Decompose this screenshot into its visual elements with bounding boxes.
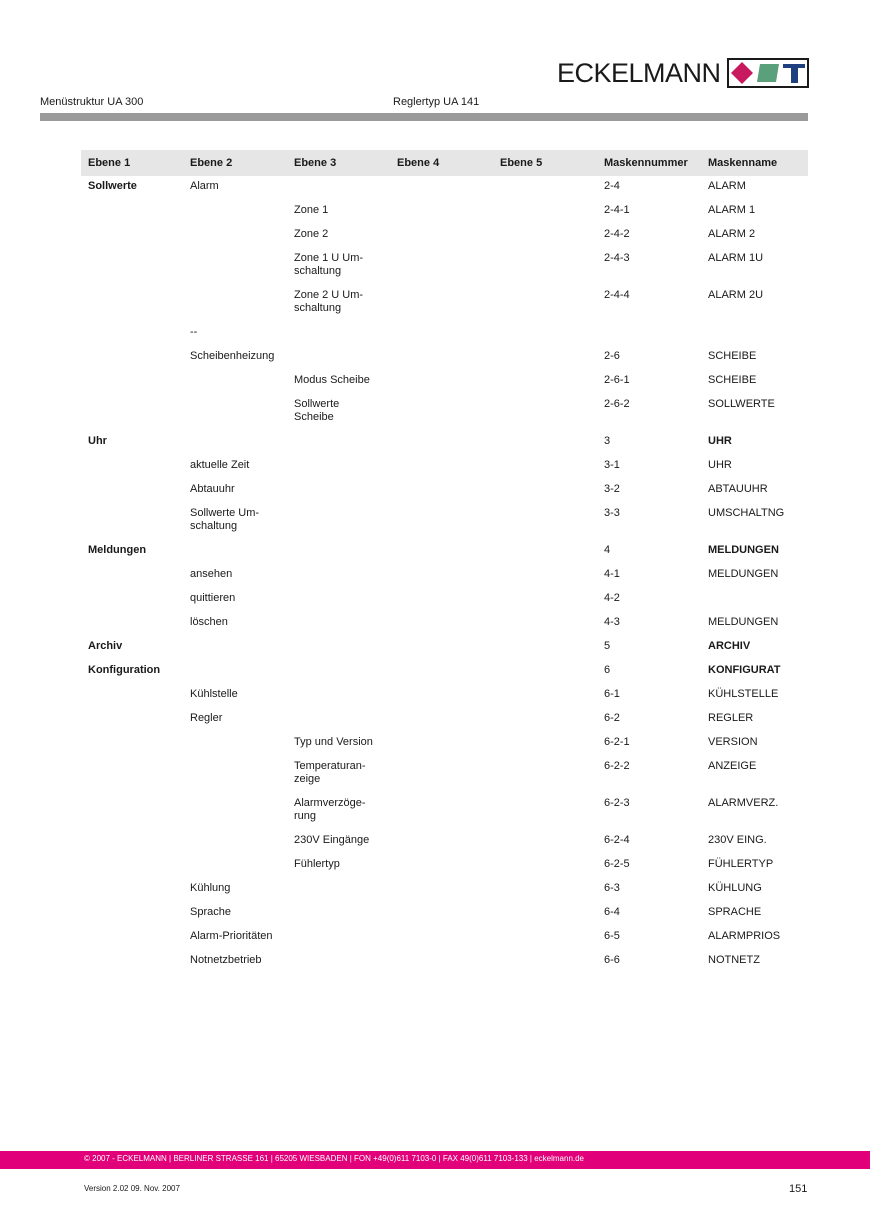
table-cell: FÜHLERTYP: [708, 858, 774, 870]
table-cell: [390, 224, 493, 248]
table-cell: [81, 854, 183, 878]
table-cell: MELDUNGEN: [708, 544, 779, 556]
table-cell: [81, 370, 183, 394]
table-cell: [287, 636, 390, 660]
table-cell: [81, 926, 183, 950]
table-cell: [183, 540, 287, 564]
table-cell: Sollwerte Um-schaltung: [190, 507, 260, 532]
table-cell: [287, 684, 390, 708]
table-cell: [81, 756, 183, 793]
table-row: [81, 660, 808, 684]
column-header: Ebene 1: [81, 150, 183, 176]
table-cell: [493, 394, 597, 431]
table-cell: [493, 285, 597, 322]
table-cell: [390, 950, 493, 974]
table-cell: Zone 2: [294, 228, 329, 240]
table-cell: [183, 224, 287, 248]
table-cell: Temperaturan-zeige: [294, 760, 366, 785]
table-cell: Uhr: [88, 435, 107, 447]
table-row: [81, 732, 808, 756]
table-cell: Alarm: [190, 180, 219, 192]
table-cell: [493, 612, 597, 636]
footer-contact: © 2007 - ECKELMANN | BERLINER STRASSE 161 | 65205 WIESBADEN | FON +49(0)611 7103-0 | FAX 49(0)611 7103-133 | eckelmann.de: [84, 1154, 585, 1163]
table-cell: [390, 540, 493, 564]
table-cell: 2-4-2: [604, 228, 630, 240]
table-cell: 2-6: [604, 350, 620, 362]
table-cell: Fühlertyp: [294, 858, 340, 870]
table-cell: [81, 793, 183, 830]
table-cell: ansehen: [190, 568, 233, 580]
table-cell: [493, 684, 597, 708]
column-header: Maskennummer: [597, 150, 701, 176]
table-cell: ALARM: [708, 180, 746, 192]
table-cell: Kühlstelle: [190, 688, 238, 700]
table-cell: [81, 346, 183, 370]
table-cell: [390, 660, 493, 684]
column-header: Maskenname: [701, 150, 808, 176]
table-cell: 3-2: [604, 483, 620, 495]
table-cell: 6-2-4: [604, 834, 630, 846]
table-cell: Alarmverzöge-rung: [294, 797, 366, 822]
table-cell: 6-2-3: [604, 797, 630, 809]
table-cell: [390, 455, 493, 479]
table-cell: [597, 322, 701, 346]
table-cell: [183, 732, 287, 756]
table-cell: [81, 224, 183, 248]
table-cell: 4: [604, 544, 611, 556]
table-cell: [390, 176, 493, 200]
table-cell: [493, 793, 597, 830]
table-cell: 2-6-2: [604, 398, 630, 410]
table-cell: Alarm-Prioritäten: [190, 930, 273, 942]
table-cell: 2-4-3: [604, 252, 630, 264]
table-cell: [493, 176, 597, 200]
table-row: [81, 479, 808, 503]
table-cell: [390, 878, 493, 902]
table-cell: KÜHLUNG: [708, 882, 762, 894]
table-cell: [493, 926, 597, 950]
table-cell: [390, 612, 493, 636]
table-cell: --: [190, 326, 198, 338]
table-cell: [390, 285, 493, 322]
table-row: [81, 285, 808, 322]
table-cell: Scheibenheizung: [190, 350, 275, 362]
table-cell: [390, 503, 493, 540]
table-cell: [81, 503, 183, 540]
table-cell: [287, 926, 390, 950]
table-cell: [287, 346, 390, 370]
table-row: [81, 926, 808, 950]
table-cell: [183, 370, 287, 394]
table-row: [81, 322, 808, 346]
table-cell: [390, 708, 493, 732]
table-cell: [493, 431, 597, 455]
table-cell: [390, 902, 493, 926]
table-cell: 4-2: [604, 592, 620, 604]
column-header: Ebene 4: [390, 150, 493, 176]
table-cell: [287, 479, 390, 503]
table-cell: [287, 708, 390, 732]
table-cell: [287, 588, 390, 612]
table-cell: [493, 830, 597, 854]
table-cell: [81, 902, 183, 926]
table-cell: 6-3: [604, 882, 620, 894]
table-row: [81, 902, 808, 926]
table-cell: Zone 2 U Um-schaltung: [294, 289, 364, 314]
page-number: 151: [789, 1183, 808, 1195]
table-cell: Typ und Version: [294, 736, 373, 748]
footer-bar: [0, 1151, 870, 1169]
table-cell: [81, 588, 183, 612]
table-cell: [81, 564, 183, 588]
table-row: [81, 756, 808, 793]
table-cell: 6-5: [604, 930, 620, 942]
table-cell: [493, 588, 597, 612]
table-cell: quittieren: [190, 592, 236, 604]
table-cell: ALARMPRIOS: [708, 930, 781, 942]
table-cell: Sollwerte Scheibe: [294, 398, 340, 423]
table-cell: 6-2-5: [604, 858, 630, 870]
table-row: [81, 394, 808, 431]
table-cell: [390, 732, 493, 756]
table-cell: [493, 902, 597, 926]
table-cell: [287, 540, 390, 564]
table-cell: ALARM 1U: [708, 252, 764, 264]
table-cell: UHR: [708, 435, 732, 447]
table-row: [81, 950, 808, 974]
table-header-row: [81, 150, 808, 176]
table-cell: [81, 248, 183, 285]
table-row: [81, 708, 808, 732]
table-cell: REGLER: [708, 712, 754, 724]
table-cell: 6-6: [604, 954, 620, 966]
table-cell: [493, 503, 597, 540]
table-cell: Abtauuhr: [190, 483, 235, 495]
table-row: [81, 878, 808, 902]
header-divider: [40, 113, 808, 121]
table-cell: [183, 660, 287, 684]
table-cell: MELDUNGEN: [708, 616, 779, 628]
table-cell: [390, 394, 493, 431]
menu-structure-table: [81, 150, 808, 974]
table-cell: 4-3: [604, 616, 620, 628]
table-cell: [493, 479, 597, 503]
table-cell: [390, 564, 493, 588]
table-cell: [183, 200, 287, 224]
table-cell: [390, 322, 493, 346]
table-cell: [287, 503, 390, 540]
table-cell: 2-6-1: [604, 374, 630, 386]
table-row: [81, 854, 808, 878]
table-cell: [701, 322, 808, 346]
table-cell: [287, 322, 390, 346]
table-row: [81, 503, 808, 540]
table-cell: MELDUNGEN: [708, 568, 779, 580]
table-row: [81, 684, 808, 708]
table-cell: 6-2: [604, 712, 620, 724]
table-row: [81, 830, 808, 854]
table-cell: [287, 878, 390, 902]
table-cell: [81, 878, 183, 902]
table-cell: UHR: [708, 459, 732, 471]
table-cell: SPRACHE: [708, 906, 762, 918]
table-cell: [287, 950, 390, 974]
table-cell: [493, 636, 597, 660]
column-header: Ebene 2: [183, 150, 287, 176]
table-row: [81, 636, 808, 660]
table-cell: [81, 200, 183, 224]
table-cell: SOLLWERTE: [708, 398, 775, 410]
table-cell: [493, 346, 597, 370]
column-header: Ebene 3: [287, 150, 390, 176]
table-cell: aktuelle Zeit: [190, 459, 250, 471]
table-cell: [287, 660, 390, 684]
table-cell: ALARM 1: [708, 204, 756, 216]
table-cell: [390, 248, 493, 285]
controller-type: Reglertyp UA 141: [393, 96, 480, 108]
table-row: [81, 224, 808, 248]
table-cell: Meldungen: [88, 544, 147, 556]
table-cell: Sollwerte: [88, 180, 137, 192]
company-logo: [557, 58, 809, 88]
table-row: [81, 540, 808, 564]
table-cell: 6-2-2: [604, 760, 630, 772]
table-cell: löschen: [190, 616, 228, 628]
table-row: [81, 793, 808, 830]
table-cell: 6: [604, 664, 611, 676]
table-cell: 6-4: [604, 906, 620, 918]
table-cell: [183, 793, 287, 830]
table-cell: [287, 176, 390, 200]
table-cell: [390, 370, 493, 394]
table-cell: 5: [604, 640, 611, 652]
table-cell: 3-3: [604, 507, 620, 519]
table-cell: 230V Eingänge: [294, 834, 370, 846]
table-row: [81, 612, 808, 636]
table-cell: [390, 431, 493, 455]
table-cell: [81, 612, 183, 636]
table-cell: [390, 793, 493, 830]
table-cell: [390, 684, 493, 708]
table-cell: [183, 636, 287, 660]
table-cell: [287, 564, 390, 588]
table-cell: SCHEIBE: [708, 374, 757, 386]
table-cell: [493, 708, 597, 732]
table-cell: [493, 200, 597, 224]
table-cell: [81, 732, 183, 756]
table-cell: [493, 540, 597, 564]
version-info: Version 2.02 09. Nov. 2007: [84, 1184, 180, 1193]
logo-wordmark: ECKELMANN: [557, 57, 721, 88]
table-cell: [390, 830, 493, 854]
table-cell: ABTAUUHR: [708, 483, 768, 495]
table-cell: [81, 830, 183, 854]
table-cell: [390, 588, 493, 612]
table-cell: [493, 950, 597, 974]
table-cell: 6-2-1: [604, 736, 630, 748]
table-cell: 4-1: [604, 568, 620, 580]
table-cell: [81, 285, 183, 322]
table-cell: [390, 346, 493, 370]
table-cell: 2-4-4: [604, 289, 630, 301]
table-row: [81, 588, 808, 612]
table-cell: [493, 732, 597, 756]
table-cell: [183, 248, 287, 285]
table-cell: Zone 1: [294, 204, 329, 216]
table-cell: KONFIGURAT: [708, 664, 781, 676]
table-cell: [287, 455, 390, 479]
document-title: Menüstruktur UA 300: [40, 96, 144, 108]
table-cell: [81, 455, 183, 479]
table-cell: UMSCHALTNG: [708, 507, 785, 519]
table-row: [81, 431, 808, 455]
table-cell: [287, 612, 390, 636]
table-cell: [390, 636, 493, 660]
table-cell: [81, 322, 183, 346]
table-cell: 6-1: [604, 688, 620, 700]
table-cell: ANZEIGE: [708, 760, 757, 772]
table-row: [81, 248, 808, 285]
column-header: Ebene 5: [493, 150, 597, 176]
table-cell: SCHEIBE: [708, 350, 757, 362]
logo-squares-icon: [727, 58, 809, 88]
table-cell: [493, 854, 597, 878]
table-cell: [493, 248, 597, 285]
table-cell: 2-4: [604, 180, 620, 192]
table-row: [81, 346, 808, 370]
table-cell: 230V EING.: [708, 834, 767, 846]
table-cell: [81, 394, 183, 431]
table-cell: Sprache: [190, 906, 231, 918]
table-cell: Zone 1 U Um-schaltung: [294, 252, 364, 277]
table-cell: [493, 370, 597, 394]
table-cell: [287, 902, 390, 926]
table-cell: [183, 854, 287, 878]
table-cell: [81, 708, 183, 732]
table-cell: Modus Scheibe: [294, 374, 370, 386]
table-cell: [493, 224, 597, 248]
table-cell: Regler: [190, 712, 223, 724]
table-cell: [183, 830, 287, 854]
table-cell: [390, 756, 493, 793]
table-cell: [493, 756, 597, 793]
table-cell: ARCHIV: [708, 640, 751, 652]
table-body: [81, 176, 808, 974]
table-cell: Konfiguration: [88, 664, 161, 676]
table-row: [81, 200, 808, 224]
table-cell: [81, 479, 183, 503]
table-cell: KÜHLSTELLE: [708, 688, 779, 700]
table-cell: Archiv: [88, 640, 123, 652]
table-cell: NOTNETZ: [708, 954, 760, 966]
table-cell: [390, 854, 493, 878]
table-cell: 3-1: [604, 459, 620, 471]
table-cell: [287, 431, 390, 455]
table-cell: Kühlung: [190, 882, 231, 894]
table-cell: [493, 455, 597, 479]
table-cell: [183, 394, 287, 431]
table-cell: ALARM 2U: [708, 289, 764, 301]
table-cell: [493, 878, 597, 902]
table-cell: 2-4-1: [604, 204, 630, 216]
table-cell: [390, 479, 493, 503]
table-row: [81, 455, 808, 479]
table-row: [81, 176, 808, 200]
table-cell: [390, 926, 493, 950]
table-cell: Notnetzbetrieb: [190, 954, 262, 966]
table-cell: ALARMVERZ.: [708, 797, 779, 809]
table-cell: [493, 322, 597, 346]
table-cell: [493, 660, 597, 684]
table-cell: [493, 564, 597, 588]
table-cell: [183, 285, 287, 322]
table-cell: 3: [604, 435, 611, 447]
table-cell: [81, 684, 183, 708]
table-cell: [81, 950, 183, 974]
table-cell: [390, 200, 493, 224]
table-row: [81, 370, 808, 394]
table-cell: [701, 588, 808, 612]
table-row: [81, 564, 808, 588]
table-cell: VERSION: [708, 736, 758, 748]
table-cell: [183, 431, 287, 455]
table-cell: [183, 756, 287, 793]
table-cell: ALARM 2: [708, 228, 756, 240]
